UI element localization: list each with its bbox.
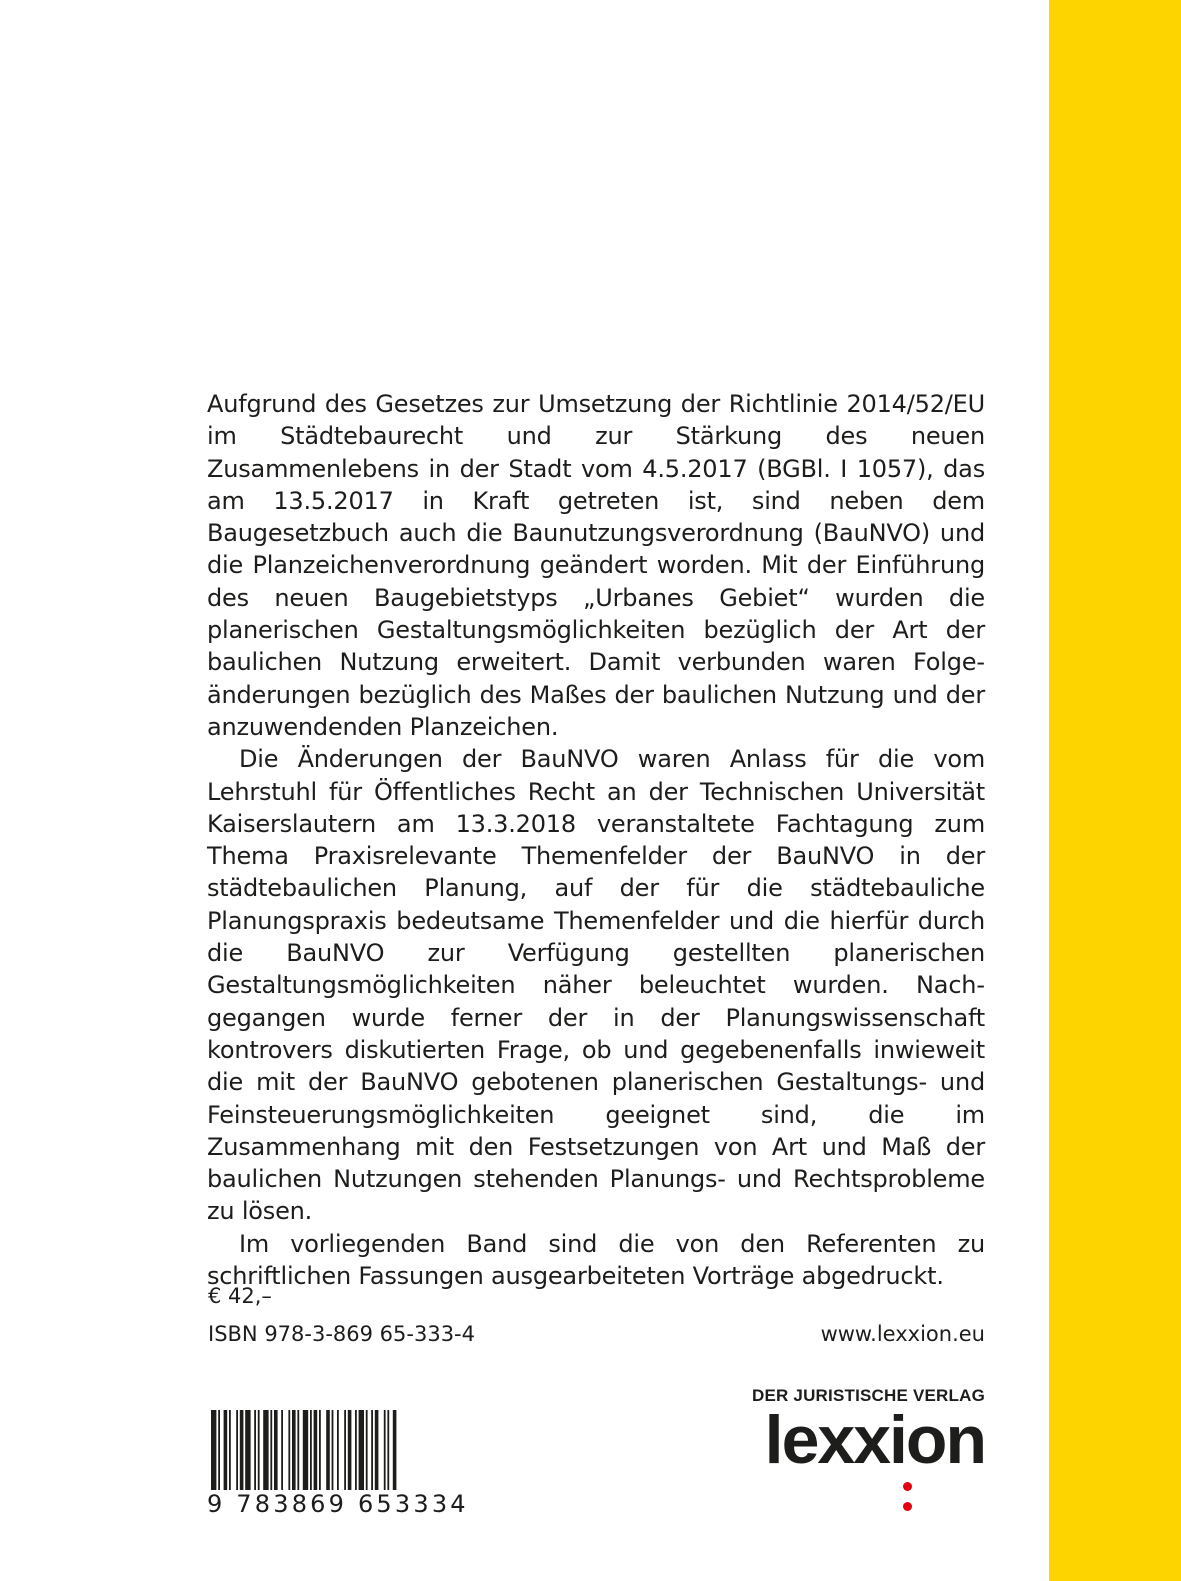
barcode-bar <box>348 1410 352 1490</box>
barcode-bar <box>258 1410 260 1490</box>
barcode-bar <box>218 1410 220 1490</box>
barcode-bar <box>371 1410 373 1490</box>
barcode-digits: 9 783869 653334 <box>207 1490 469 1518</box>
barcode-bar <box>274 1410 278 1490</box>
barcode-bar <box>355 1410 357 1490</box>
barcode-bar <box>263 1410 268 1490</box>
barcode-bar <box>337 1410 339 1490</box>
barcode-bar <box>314 1410 318 1490</box>
barcode-bar <box>254 1410 256 1490</box>
barcode-bar <box>359 1410 364 1490</box>
isbn: ISBN 978-3-869 65-333-4 <box>208 1322 475 1346</box>
publisher-logo-block <box>735 1386 985 1478</box>
barcode-bar <box>387 1410 389 1490</box>
logo-dot-upper <box>903 1482 912 1491</box>
barcode-bar <box>292 1410 296 1490</box>
barcode-bar <box>310 1410 312 1490</box>
logo-colon-dots <box>903 1482 913 1516</box>
barcode-bar <box>245 1410 250 1490</box>
barcode-bar <box>297 1410 299 1490</box>
barcode-bar <box>393 1410 397 1490</box>
barcode-bar <box>332 1410 334 1490</box>
barcode-bar <box>281 1410 283 1490</box>
blurb-paragraph-1: Aufgrund des Gesetzes zur Umsetzung der Richtlinie 2014/52/EU im Städtebaurecht und zur Stärkung des neuen Zusammenlebens in der Stadt vom 4.5.2017 (BGBl. I 1057), das am 13.5.2017 in Kraft getreten ist, sind neben dem Baugesetzbuch auch die Baunutzungsverordnung (BauNVO) und die Planzeichenverordnung geändert worden. Mit der Einführung des neuen Baugebietstyps „Urbanes Gebiet“ wurden die planerischen Gestaltungsmöglichkeiten bezüglich der Art der baulichen Nutzung erweitert. Damit verbunden waren Folgeänderungen bezüglich des Maßes der baulichen Nutzung und der anzuwendenden Planzeichen. <box>207 390 985 741</box>
barcode-bar <box>384 1410 386 1490</box>
barcode-bar <box>224 1410 228 1490</box>
barcode-bar <box>344 1410 346 1490</box>
barcode-bar <box>288 1410 290 1490</box>
publisher-website: www.lexxion.eu <box>820 1322 985 1346</box>
barcode-bar <box>326 1410 330 1490</box>
barcode-bar <box>270 1410 272 1490</box>
logo-dot-lower <box>903 1502 912 1511</box>
barcode-bar <box>211 1410 216 1490</box>
barcode-bar <box>240 1410 244 1490</box>
price: € 42,– <box>208 1284 272 1308</box>
barcode-bar <box>236 1410 238 1490</box>
back-cover-blurb <box>207 388 985 1292</box>
barcode-bar <box>375 1410 379 1490</box>
blurb-paragraph-2: Die Änderungen der BauNVO waren Anlass für die vom Lehrstuhl für Öffentliches Recht an der Technischen Universität Kaiserslautern am 13.3.2018 veranstaltete Fachtagung zum Thema Praxisrelevante Themenfelder der BauNVO in der städtebaulichen Planung, auf der für die städtebauliche Planungspraxis bedeutsame Themenfelder und die hierfür durch die BauNVO zur Verfügung gestellten planerischen Gestaltungsmöglichkeiten näher beleuchtet wurden. Nachgegangen wurde ferner der in der Planungswissenschaft kontrovers diskutierten Frage, ob und gegebenenfalls inwieweit die mit der BauNVO gebotenen planerischen Gestaltungs- und Feinsteuerungsmöglichkeiten geeignet sind, die im Zusammenhang mit den Festsetzungen von Art und Maß der baulichen Nutzungen stehenden Planungs- und Rechtsprobleme zu lösen. <box>207 745 985 1226</box>
barcode-bar <box>229 1410 231 1490</box>
blurb-paragraph-3: Im vorliegenden Band sind die von den Referenten zu schriftlichen Fassungen ausgearbeiteten Vorträge abgedruckt. <box>207 1229 985 1291</box>
barcode-bar <box>303 1410 308 1490</box>
barcode-bar <box>366 1410 368 1490</box>
barcode-bar <box>319 1410 321 1490</box>
publisher-logo: lexxion <box>764 1402 985 1478</box>
yellow-spine-stripe <box>1049 0 1181 1581</box>
publisher-tagline: DER JURISTISCHE VERLAG <box>752 1386 985 1405</box>
